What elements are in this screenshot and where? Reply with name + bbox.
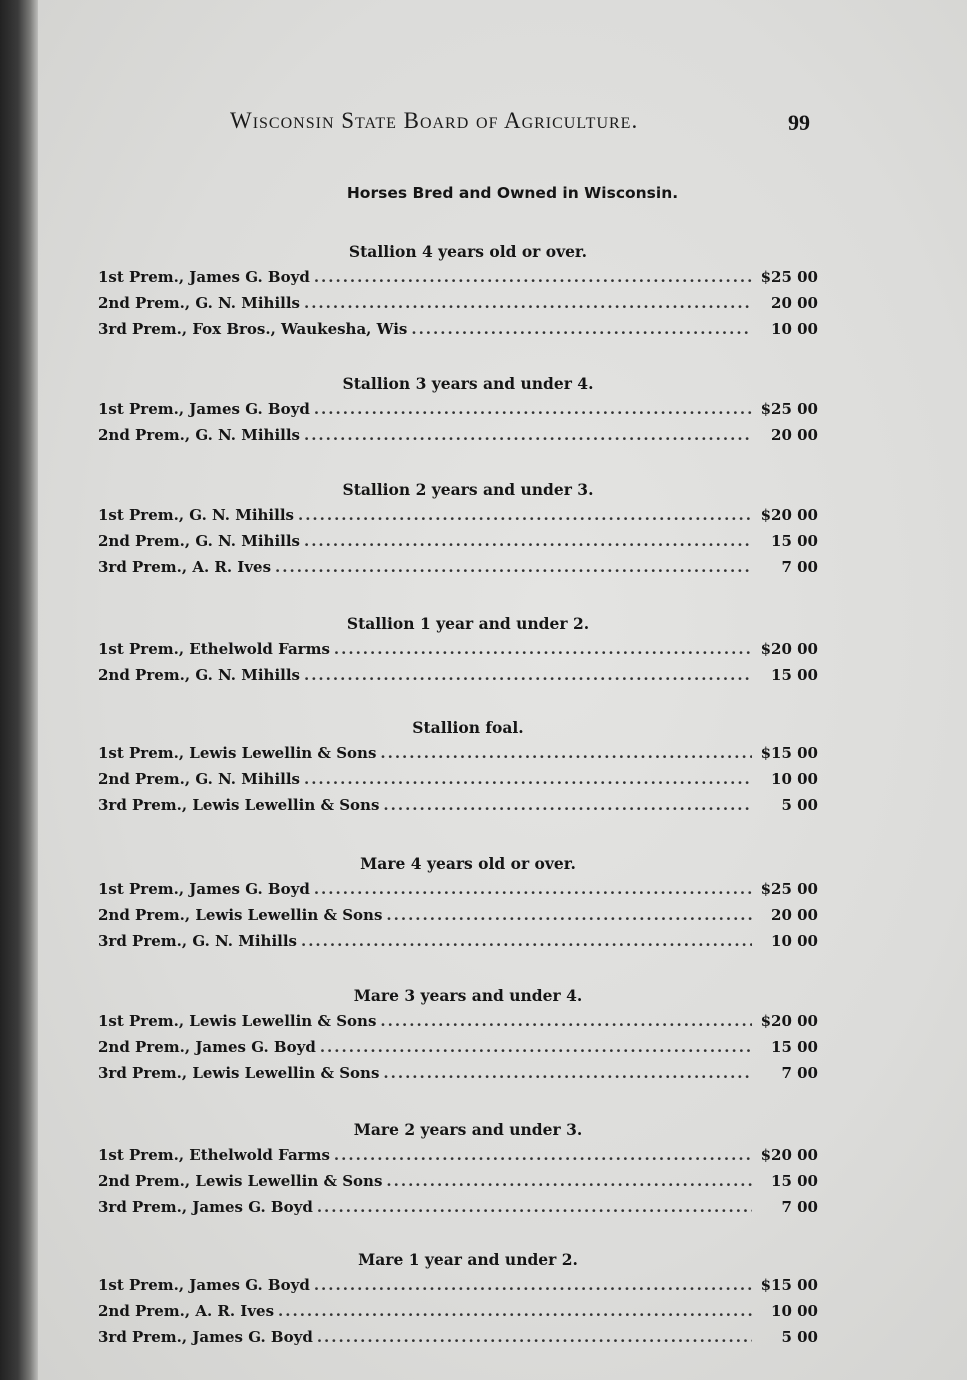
- leader-dots: [304, 528, 752, 554]
- entry-amount: 15 00: [771, 532, 818, 550]
- entry-amount: 10 00: [771, 1302, 818, 1320]
- premium-category: [98, 240, 818, 342]
- premium-category: [98, 984, 818, 1086]
- entry-amount: 20 00: [771, 294, 818, 312]
- entry-amount: 7 00: [781, 558, 818, 576]
- leader-dots: [411, 316, 752, 342]
- entry-amount: $20 00: [760, 640, 818, 658]
- entry-label: 2nd Prem., A. R. Ives: [98, 1302, 275, 1320]
- leader-dots: [301, 928, 752, 954]
- premium-category: [98, 852, 818, 954]
- leader-dots: [314, 1272, 752, 1298]
- premium-entry: [98, 1008, 818, 1034]
- page-number: 99: [788, 110, 810, 135]
- entry-amount: $15 00: [760, 1276, 818, 1294]
- category-title: Mare 4 years old or over.: [360, 854, 576, 873]
- category-title: Stallion 3 years and under 4.: [342, 374, 594, 393]
- category-title: Stallion 4 years old or over.: [348, 242, 588, 261]
- premium-category: [98, 612, 818, 688]
- premium-entry: [98, 396, 818, 422]
- premium-category: [98, 372, 818, 448]
- leader-dots: [317, 1194, 752, 1220]
- premium-category: [98, 478, 818, 580]
- entry-amount: 10 00: [771, 320, 818, 338]
- entry-label: 3rd Prem., James G. Boyd: [98, 1198, 313, 1216]
- entry-amount: $15 00: [760, 744, 818, 762]
- entry-amount: $20 00: [760, 1146, 818, 1164]
- entry-amount: 5 00: [781, 1328, 818, 1346]
- entry-amount: 20 00: [771, 906, 818, 924]
- entry-amount: 15 00: [771, 1038, 818, 1056]
- leader-dots: [304, 290, 752, 316]
- premium-entry: [98, 554, 818, 580]
- leader-dots: [275, 554, 752, 580]
- leader-dots: [383, 1060, 752, 1086]
- entry-label: 3rd Prem., James G. Boyd: [98, 1328, 313, 1346]
- entry-label: 1st Prem., James G. Boyd: [98, 1276, 310, 1294]
- entry-label: 3rd Prem., Lewis Lewellin & Sons: [98, 1064, 380, 1082]
- entry-amount: $20 00: [760, 506, 818, 524]
- premium-entry: [98, 1194, 818, 1220]
- leader-dots: [298, 502, 752, 528]
- category-title: Stallion foal.: [412, 718, 524, 737]
- page-header: [38, 100, 967, 140]
- premium-entry: [98, 902, 818, 928]
- leader-dots: [386, 902, 752, 928]
- leader-dots: [278, 1298, 752, 1324]
- premium-category: [98, 1248, 818, 1350]
- leader-dots: [314, 264, 752, 290]
- entry-label: 1st Prem., James G. Boyd: [98, 880, 310, 898]
- entry-amount: 7 00: [781, 1064, 818, 1082]
- leader-dots: [334, 636, 752, 662]
- entry-label: 2nd Prem., Lewis Lewellin & Sons: [98, 1172, 383, 1190]
- leader-dots: [304, 422, 752, 448]
- premium-entry: [98, 662, 818, 688]
- premium-entry: [98, 1142, 818, 1168]
- premium-entry: [98, 528, 818, 554]
- premium-entry: [98, 1324, 818, 1350]
- leader-dots: [314, 876, 752, 902]
- entry-label: 2nd Prem., G. N. Mihills: [98, 532, 300, 550]
- leader-dots: [320, 1034, 752, 1060]
- premium-category: [98, 1118, 818, 1220]
- entry-label: 2nd Prem., G. N. Mihills: [98, 294, 300, 312]
- entry-label: 3rd Prem., Fox Bros., Waukesha, Wis: [98, 320, 408, 338]
- entry-label: 1st Prem., James G. Boyd: [98, 268, 310, 286]
- premium-entry: [98, 502, 818, 528]
- premium-entry: [98, 290, 818, 316]
- entry-label: 3rd Prem., A. R. Ives: [98, 558, 272, 576]
- entry-label: 1st Prem., James G. Boyd: [98, 400, 310, 418]
- entry-label: 1st Prem., Ethelwold Farms: [98, 1146, 330, 1164]
- leader-dots: [380, 740, 752, 766]
- entry-amount: $25 00: [760, 268, 818, 286]
- premium-entry: [98, 740, 818, 766]
- leader-dots: [304, 766, 752, 792]
- category-title: Stallion 2 years and under 3.: [342, 480, 594, 499]
- entry-amount: $20 00: [760, 1012, 818, 1030]
- entry-amount: $25 00: [760, 880, 818, 898]
- leader-dots: [334, 1142, 752, 1168]
- premium-entry: [98, 928, 818, 954]
- entry-label: 1st Prem., Lewis Lewellin & Sons: [98, 744, 377, 762]
- leader-dots: [304, 662, 752, 688]
- entry-amount: 20 00: [771, 426, 818, 444]
- entry-label: 2nd Prem., James G. Boyd: [98, 1038, 316, 1056]
- premium-entry: [98, 422, 818, 448]
- category-title: Mare 3 years and under 4.: [353, 986, 583, 1005]
- premium-entry: [98, 1034, 818, 1060]
- section-title: Horses Bred and Owned in Wisconsin.: [346, 184, 679, 202]
- book-page: [38, 0, 967, 1380]
- category-title: Mare 2 years and under 3.: [353, 1120, 583, 1139]
- entry-amount: 10 00: [771, 932, 818, 950]
- leader-dots: [314, 396, 752, 422]
- premium-entry: [98, 876, 818, 902]
- premium-entry: [98, 636, 818, 662]
- premium-category: [98, 716, 818, 818]
- entry-amount: 15 00: [771, 666, 818, 684]
- entry-label: 2nd Prem., Lewis Lewellin & Sons: [98, 906, 383, 924]
- running-title: Wisconsin State Board of Agriculture.: [230, 108, 639, 133]
- entry-label: 1st Prem., Lewis Lewellin & Sons: [98, 1012, 377, 1030]
- entry-amount: $25 00: [760, 400, 818, 418]
- entry-label: 2nd Prem., G. N. Mihills: [98, 426, 300, 444]
- entry-label: 1st Prem., Ethelwold Farms: [98, 640, 330, 658]
- premium-entry: [98, 264, 818, 290]
- premium-entry: [98, 316, 818, 342]
- premium-entry: [98, 1272, 818, 1298]
- premium-entry: [98, 792, 818, 818]
- leader-dots: [380, 1008, 752, 1034]
- premium-entry: [98, 766, 818, 792]
- entry-amount: 5 00: [781, 796, 818, 814]
- entry-label: 3rd Prem., Lewis Lewellin & Sons: [98, 796, 380, 814]
- leader-dots: [317, 1324, 752, 1350]
- premium-entry: [98, 1298, 818, 1324]
- category-title: Mare 1 year and under 2.: [358, 1250, 578, 1269]
- entry-amount: 7 00: [781, 1198, 818, 1216]
- leader-dots: [386, 1168, 752, 1194]
- entry-label: 2nd Prem., G. N. Mihills: [98, 666, 300, 684]
- book-binding-shadow: [0, 0, 38, 1380]
- entry-label: 2nd Prem., G. N. Mihills: [98, 770, 300, 788]
- entry-label: 3rd Prem., G. N. Mihills: [98, 932, 297, 950]
- leader-dots: [383, 792, 752, 818]
- premium-entry: [98, 1168, 818, 1194]
- premium-entry: [98, 1060, 818, 1086]
- entry-amount: 10 00: [771, 770, 818, 788]
- entry-amount: 15 00: [771, 1172, 818, 1190]
- entry-label: 1st Prem., G. N. Mihills: [98, 506, 294, 524]
- category-title: Stallion 1 year and under 2.: [346, 614, 590, 633]
